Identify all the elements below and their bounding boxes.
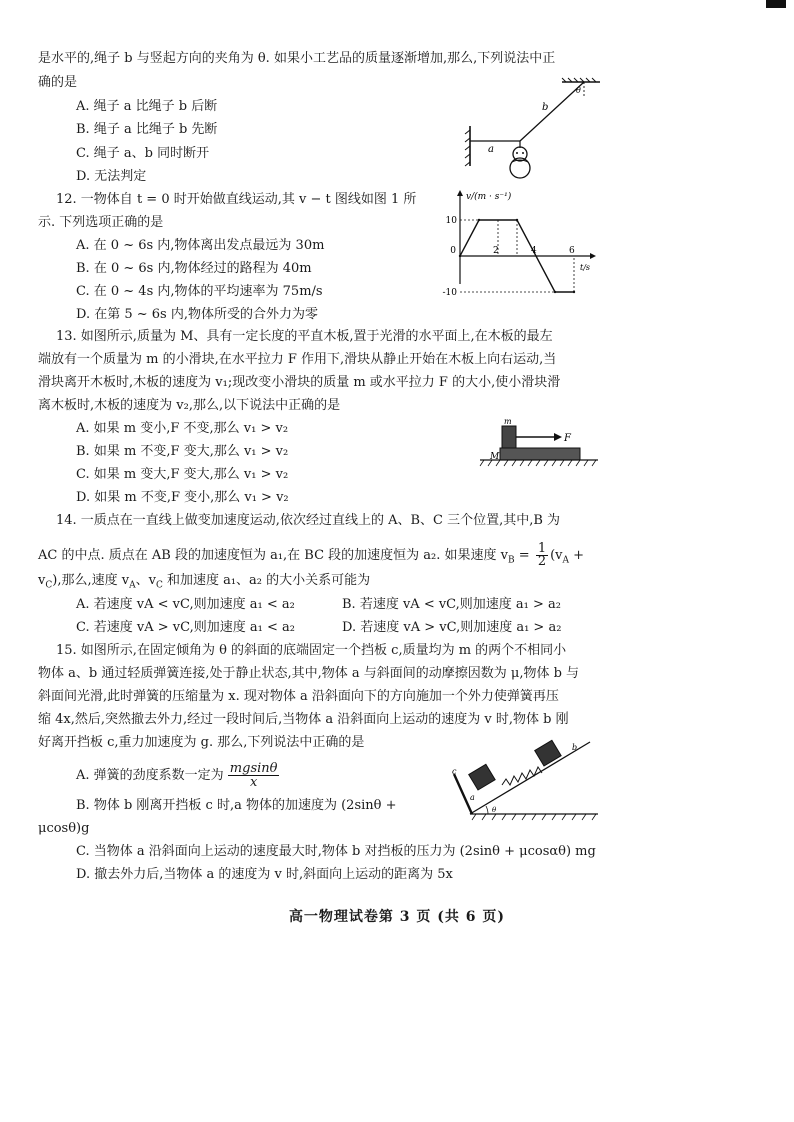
q13-figure [480, 418, 600, 474]
chart-point-2 [516, 219, 518, 221]
chart-ytick-neg10: -10 [442, 288, 457, 298]
q14-line2-plus: + [573, 548, 585, 563]
q11-stem-line2: 确的是 [38, 75, 78, 90]
q13-option-b: B. 如果 m 不变,F 变大,那么 v₁ > v₂ [76, 444, 289, 459]
chart-point-3 [554, 291, 556, 293]
q14-line3-sub-a: A [129, 580, 136, 591]
q15-line3: 斜面间光滑,此时弹簧的压缩量为 x. 现对物体 a 沿斜面向下的方向施加一个外力使弹簧再压 [38, 689, 559, 704]
q14-option-c: C. 若速度 vA > vC,则加速度 a₁ < a₂ [76, 620, 295, 635]
q15-option-b-line2: μcosθ)g [38, 821, 90, 836]
q15-label-theta: θ [492, 806, 497, 814]
q13-label-M: M [490, 452, 500, 462]
q14-option-a: A. 若速度 vA < vC,则加速度 a₁ < a₂ [76, 597, 295, 612]
q15-line4: 缩 4x,然后,突然撤去外力,经过一段时间后,当物体 a 沿斜面向上运动的速度为 v 时,物体 b 刚 [38, 712, 569, 727]
q14-line3-v: v [38, 573, 46, 588]
chart-xtick-4: 4 [531, 246, 537, 256]
q13-block-m [502, 426, 516, 448]
q14-line2-tail: (v [550, 548, 563, 563]
q12-stem-line1: 12. 一物体自 t = 0 时开始做直线运动,其 v − t 图线如图 1 所 [56, 192, 417, 207]
q14-fraction [536, 543, 548, 568]
q14-option-d: D. 若速度 vA > vC,则加速度 a₁ > a₂ [342, 620, 562, 635]
chart-ytick-10: 10 [445, 216, 457, 226]
q11-option-d: D. 无法判定 [76, 169, 147, 184]
q11-label-b: b [542, 102, 549, 113]
q14-line3-sub-c2: C [155, 580, 163, 591]
q15-option-c: C. 当物体 a 沿斜面向上运动的速度最大时,物体 b 对挡板的压力为 (2sinθ + μcosαθ) mg [76, 844, 596, 859]
q14-line3 [38, 572, 370, 595]
q15-label-c: c [452, 767, 457, 776]
q13-board-M [500, 448, 580, 460]
q13-label-m: m [504, 417, 512, 426]
corner-mark [766, 0, 786, 8]
q15-line2: 物体 a、b 通过轻质弹簧连接,处于静止状态,其中,物体 a 与斜面间的动摩擦因数为 μ,物体 b 与 [38, 666, 580, 681]
q11-label-theta: θ [576, 86, 581, 95]
q15-option-d: D. 撤去外力后,当物体 a 的速度为 v 时,斜面向上运动的距离为 5x [76, 867, 453, 882]
q14-line3-text: ),那么,速度 v [52, 573, 130, 588]
q14-line3-text3: 和加速度 a₁、a₂ 的大小关系可能为 [162, 573, 371, 588]
q15-label-a: a [470, 793, 475, 802]
q13-option-c: C. 如果 m 变大,F 变大,那么 v₁ > v₂ [76, 467, 289, 482]
q15-option-b-line1: B. 物体 b 刚离开挡板 c 时,a 物体的加速度为 (2sinθ + [76, 798, 397, 813]
q14-line2-equals: = [518, 548, 530, 563]
q14-line3-sub-c: C [45, 580, 53, 591]
chart-xtick-6: 6 [569, 246, 575, 256]
page-footer: 高一物理试卷第 3 页 (共 6 页) [288, 909, 506, 925]
q15-option-a-numerator: mgsinθ [229, 761, 278, 776]
q13-option-a: A. 如果 m 变小,F 不变,那么 v₁ > v₂ [76, 421, 289, 436]
q15-option-a-denominator: x [249, 775, 258, 790]
q11-label-a: a [488, 144, 494, 155]
q13-option-d: D. 如果 m 不变,F 变小,那么 v₁ > v₂ [76, 490, 289, 505]
chart-point-1 [478, 219, 480, 221]
q15-line5: 好离开挡板 c,重力加速度为 g. 那么,下列说法中正确的是 [38, 735, 365, 750]
q14-line2-sub-a: A [562, 555, 570, 566]
q14-line2-text: AC 的中点. 质点在 AB 段的加速度恒为 a₁,在 BC 段的加速度恒为 a₂. 如果速度 v [38, 548, 509, 563]
q12-vt-chart [440, 188, 600, 298]
q15-line1: 15. 如图所示,在固定倾角为 θ 的斜面的底端固定一个挡板 c,质量均为 m 的两个不相同小 [56, 643, 567, 658]
q13-line4: 离木板时,木板的速度为 v₂,那么,以下说法中正确的是 [38, 398, 341, 413]
q15-option-a-text: A. 弹簧的劲度系数一定为 [76, 768, 224, 783]
chart-xtick-2: 2 [493, 246, 499, 256]
q12-stem-line2: 示. 下列选项正确的是 [38, 215, 164, 230]
q13-line1: 13. 如图所示,质量为 M、具有一定长度的平直木板,置于光滑的水平面上,在木板的最左 [56, 329, 553, 344]
q15-label-b: b [572, 743, 578, 752]
q14-fraction-denominator: 2 [537, 554, 547, 569]
q13-line2: 端放有一个质量为 m 的小滑块,在水平拉力 F 作用下,滑块从静止开始在木板上向右运动,当 [38, 352, 557, 367]
q15-block-a [469, 764, 495, 790]
q11-option-b: B. 绳子 a 比绳子 b 先断 [76, 122, 218, 137]
chart-xtick-0: 0 [450, 246, 456, 256]
chart-y-label: v/(m · s⁻¹) [466, 192, 512, 202]
q15-option-a [76, 762, 279, 789]
q12-option-c: C. 在 0 ~ 4s 内,物体的平均速率为 75m/s [76, 284, 323, 299]
q15-option-a-fraction [228, 762, 280, 789]
q14-line2-sub-b: B [508, 555, 515, 566]
chart-point-0 [459, 255, 461, 257]
q14-line2 [38, 543, 584, 570]
q13-line3: 滑块离开木板时,木板的速度为 v₁;现改变小滑块的质量 m 或水平拉力 F 的大小,使小滑块滑 [38, 375, 561, 390]
q11-stem-line1: 是水平的,绳子 b 与竖起方向的夹角为 θ. 如果小工艺品的质量逐渐增加,那么,下列说法中正 [38, 51, 556, 66]
q14-line3-text2: 、v [135, 573, 156, 588]
q14-line1: 14. 一质点在一直线上做变加速度运动,依次经过直线上的 A、B、C 三个位置,其中,B 为 [56, 513, 561, 528]
q13-label-F: F [564, 433, 571, 444]
q12-option-b: B. 在 0 ~ 6s 内,物体经过的路程为 40m [76, 261, 312, 276]
chart-point-4 [573, 291, 575, 293]
q11-option-c: C. 绳子 a、b 同时断开 [76, 146, 210, 161]
q11-figure [462, 78, 602, 188]
q11-option-a: A. 绳子 a 比绳子 b 后断 [76, 99, 218, 114]
q14-fraction-numerator: 1 [537, 541, 547, 556]
chart-x-label: t/s [580, 263, 591, 272]
q14-option-b: B. 若速度 vA < vC,则加速度 a₁ > a₂ [342, 597, 562, 612]
q12-option-a: A. 在 0 ~ 6s 内,物体离出发点最远为 30m [76, 238, 325, 253]
q12-option-d: D. 在第 5 ~ 6s 内,物体所受的合外力为零 [76, 307, 318, 322]
q15-figure [440, 730, 600, 826]
